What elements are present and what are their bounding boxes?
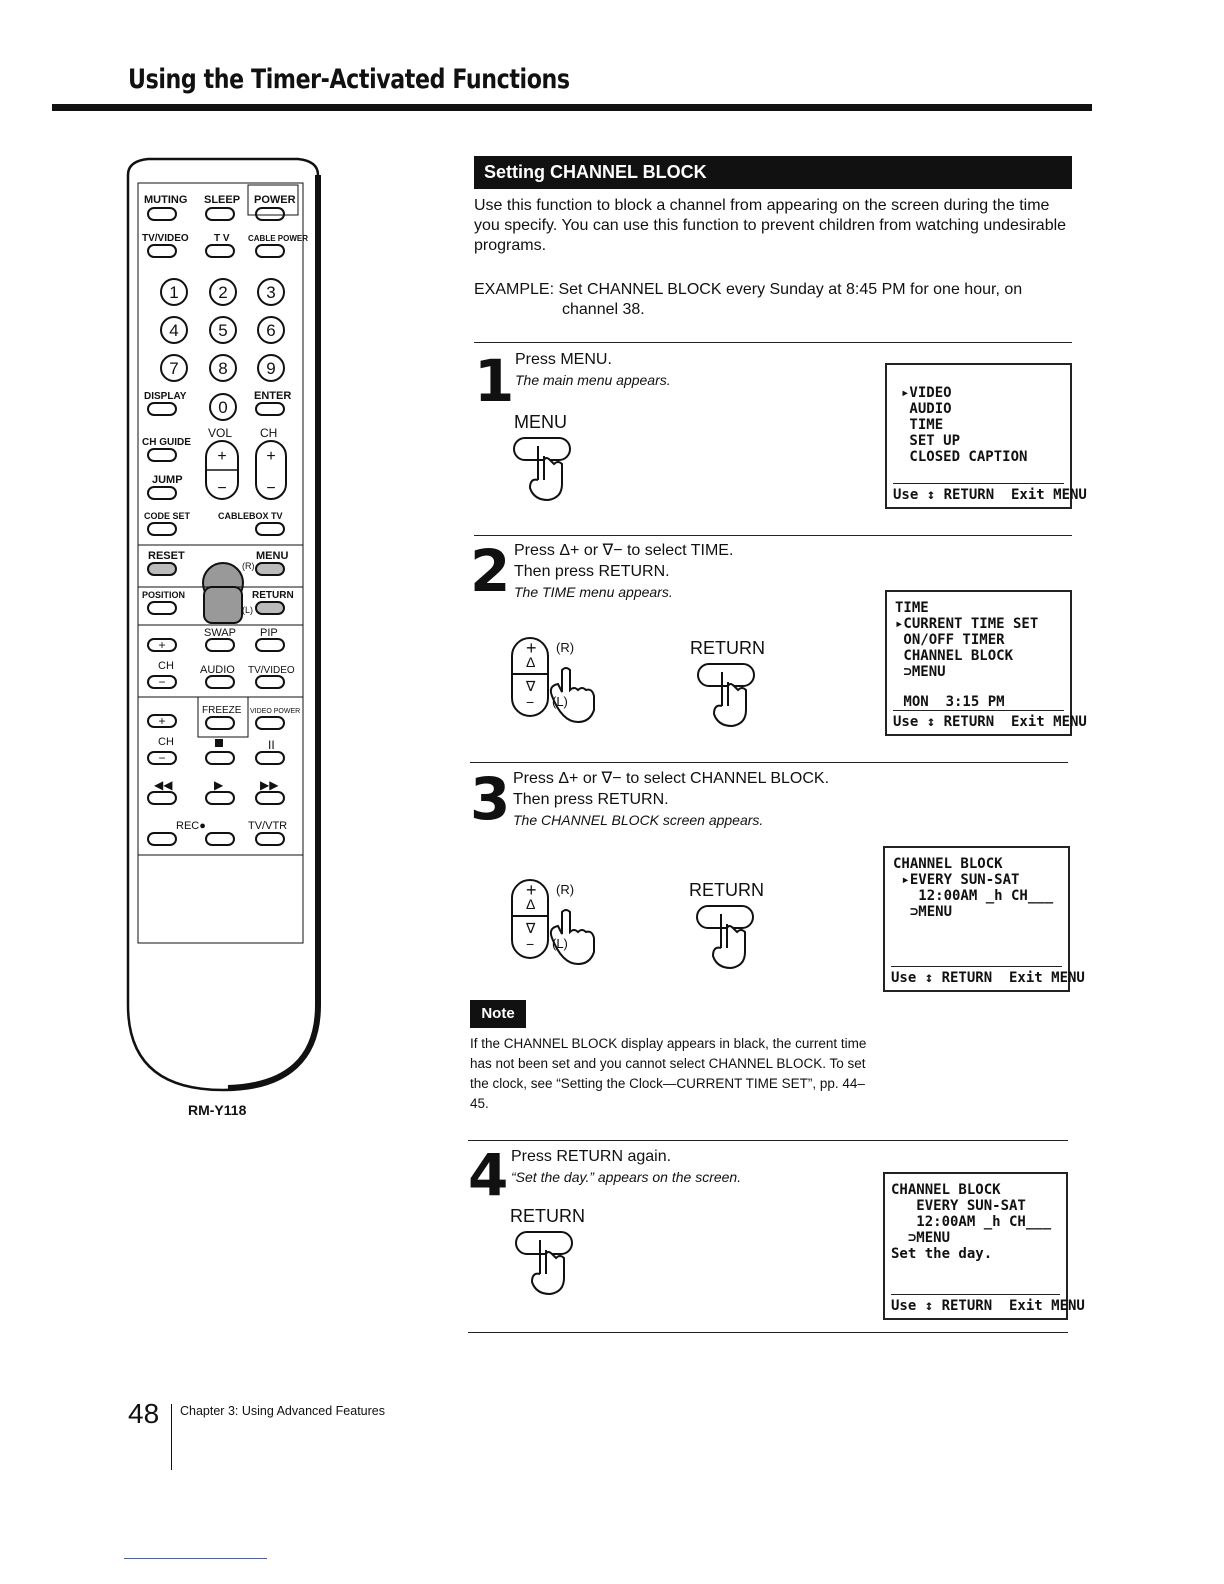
osd2-row-2: ▸CURRENT TIME SET [895, 616, 1039, 632]
digit-4: 4 [169, 321, 179, 340]
osd2-row-4: CHANNEL BLOCK [895, 648, 1014, 664]
press-button-hand-icon [692, 660, 762, 730]
pip-label: PIP [260, 627, 278, 639]
rocker-r-label: (R) [556, 640, 575, 655]
osd4-footer: Use ↕ RETURN Exit MENU [891, 1294, 1060, 1314]
rocker-plus: + [526, 880, 537, 900]
step-rule-3 [470, 762, 1068, 763]
osd4-row-4: 12:00AM _h CH___ [891, 1214, 1052, 1230]
bottom-link-line [124, 1558, 267, 1559]
codeset-label: CODE SET [144, 511, 191, 521]
digit-8: 8 [218, 359, 228, 378]
position-label: POSITION [142, 590, 186, 600]
press-button-hand-icon [510, 1228, 580, 1298]
osd-time-menu [885, 590, 1087, 736]
osd4-row-3: EVERY SUN-SAT [891, 1198, 1026, 1214]
step-3-button-label: RETURN [689, 880, 764, 900]
step-4-text [511, 1146, 741, 1187]
osd3-row-4: 12:00AM _h CH___ [893, 888, 1054, 904]
l-label: (L) [242, 605, 253, 615]
power-label: POWER [254, 194, 296, 206]
svg-text:+: + [158, 714, 166, 728]
step-3-text [513, 768, 829, 830]
svg-text:▶: ▶ [214, 778, 224, 792]
step-4-button-label: RETURN [510, 1206, 585, 1226]
step-2-line1: Press Δ+ or ∇− to select TIME. [514, 542, 734, 559]
step-3-sub: The CHANNEL BLOCK screen appears. [513, 812, 764, 828]
svg-text:−: − [158, 675, 166, 689]
digit-1: 1 [169, 283, 179, 302]
note-badge: Note [470, 1000, 526, 1028]
step-1-button-label: MENU [514, 412, 567, 432]
videopower-label: VIDEO POWER [250, 708, 301, 715]
page-separator [171, 1404, 172, 1470]
step-2-text [514, 540, 733, 602]
tvvideo-label: TV/VIDEO [142, 233, 189, 244]
osd1-row-1: ▸VIDEO [901, 385, 952, 401]
step-1-text [515, 349, 671, 390]
svg-text:II: II [268, 738, 275, 752]
osd3-row-3: ▸EVERY SUN-SAT [893, 872, 1020, 888]
osd3-footer: Use ↕ RETURN Exit MENU [891, 966, 1062, 986]
step-4-line1: Press RETURN again. [511, 1148, 672, 1165]
step-rule-4 [468, 1140, 1068, 1141]
osd4-row-1: CHANNEL BLOCK [891, 1182, 1001, 1198]
section-intro: Use this function to block a channel from appearing on the screen during the time you specify. You can use this function to prevent children from watching undesirable programs. [474, 197, 1067, 254]
return-label: RETURN [252, 590, 294, 601]
example-text [474, 280, 1072, 320]
cablepower-label: CABLE POWER [248, 234, 308, 243]
remote-control-illustration [118, 155, 328, 1095]
svg-text:+: + [266, 448, 276, 465]
swap-label: SWAP [204, 627, 236, 639]
page-title: Using the Timer-Activated Functions [128, 64, 570, 95]
step-2-number: 2 [470, 537, 511, 605]
example-line-1: EXAMPLE: Set CHANNEL BLOCK every Sunday at 8:45 PM for one hour, on [474, 281, 1023, 298]
step-rule-1 [474, 342, 1072, 343]
digit-6: 6 [266, 321, 276, 340]
audio-label: AUDIO [200, 664, 235, 676]
ch3-label: CH [158, 736, 174, 748]
press-button-hand-icon [508, 434, 578, 504]
r-label: (R) [242, 561, 255, 571]
rocker-down: ∇ [526, 920, 536, 936]
sleep-label: SLEEP [204, 194, 241, 206]
rocker-l-label: (L) [552, 694, 568, 709]
rec-label: REC● [176, 820, 206, 832]
tv-label: T V [214, 233, 230, 244]
step-4-sub: “Set the day.” appears on the screen. [511, 1169, 742, 1185]
osd1-row-2: AUDIO [901, 401, 952, 417]
tvvtr-label: TV/VTR [248, 820, 288, 832]
svg-text:+: + [217, 448, 227, 465]
rocker-up: Δ [526, 654, 536, 670]
svg-text:−: − [158, 751, 166, 765]
step-3-line1: Press Δ+ or ∇− to select CHANNEL BLOCK. [513, 770, 830, 787]
osd1-row-5: CLOSED CAPTION [901, 449, 1028, 465]
reset-label: RESET [148, 550, 185, 562]
rocker-minus: − [526, 694, 535, 710]
svg-text:◀◀: ◀◀ [154, 778, 173, 792]
step-3-line2: Then press RETURN. [513, 791, 669, 808]
enter-label: ENTER [254, 390, 292, 402]
svg-text:−: − [266, 480, 276, 497]
step-3-rocker-illustration [508, 876, 628, 966]
digit-2: 2 [218, 283, 228, 302]
step-4-number: 4 [468, 1141, 509, 1209]
jump-label: JUMP [152, 474, 183, 486]
press-button-hand-icon [691, 902, 761, 972]
note-text: If the CHANNEL BLOCK display appears in black, the current time has not been set and you cannot select CHANNEL BLOCK. To set the clock, see “Setting the Clock—CURRENT TIME SET”, pp. 44–45. [470, 1036, 867, 1111]
osd4-row-7: Set the day. [891, 1246, 993, 1262]
step-2-button-label: RETURN [690, 638, 765, 658]
digit-3: 3 [266, 283, 276, 302]
cablebox-label: CABLEBOX TV [218, 511, 283, 521]
osd2-row-1: TIME [895, 600, 929, 616]
rocker-up: Δ [526, 896, 536, 912]
osd2-row-5: ⊃MENU [895, 664, 946, 680]
osd2-row-3: ON/OFF TIMER [895, 632, 1005, 648]
ch-label: CH [260, 426, 278, 440]
step-2-rocker-illustration [508, 634, 628, 724]
display-label: DISPLAY [144, 391, 187, 402]
osd-main-menu [885, 363, 1087, 509]
digit-7: 7 [169, 359, 179, 378]
example-line-2: channel 38. [562, 301, 645, 318]
step-3-number: 3 [470, 765, 511, 833]
step-1-line1: Press MENU. [515, 351, 612, 368]
rocker-l-label: (L) [552, 936, 568, 951]
step-2-line2: Then press RETURN. [514, 563, 670, 580]
step-1-number: 1 [474, 347, 515, 415]
menu-label: MENU [256, 550, 289, 562]
osd1-row-3: TIME [901, 417, 944, 433]
step-rule-2 [474, 535, 1072, 536]
page-number: 48 [128, 1398, 160, 1429]
osd4-row-5: ⊃MENU [891, 1230, 951, 1246]
freeze-label: FREEZE [202, 705, 242, 716]
digit-9: 9 [266, 359, 276, 378]
svg-text:▶▶: ▶▶ [260, 778, 279, 792]
tvvideo2-label: TV/VIDEO [248, 665, 295, 676]
digit-5: 5 [218, 321, 228, 340]
osd1-row-4: SET UP [901, 433, 961, 449]
osd3-row-5: ⊃MENU [893, 904, 953, 920]
osd1-footer: Use ↕ RETURN Exit MENU [893, 483, 1064, 503]
chguide-label: CH GUIDE [142, 437, 191, 448]
svg-text:+: + [158, 638, 166, 652]
ch2-label: CH [158, 660, 174, 672]
rocker-minus: − [526, 936, 535, 952]
rocker-plus: + [526, 638, 537, 658]
rocker-down: ∇ [526, 678, 536, 694]
rocker-r-label: (R) [556, 882, 575, 897]
title-rule [52, 104, 1092, 111]
osd-channel-block [883, 846, 1085, 992]
step-2-sub: The TIME menu appears. [514, 584, 673, 600]
vol-label: VOL [208, 426, 233, 440]
osd2-footer: Use ↕ RETURN Exit MENU [893, 710, 1064, 730]
muting-label: MUTING [144, 194, 188, 206]
osd3-row-1: CHANNEL BLOCK [893, 856, 1003, 872]
step-1-sub: The main menu appears. [515, 372, 671, 388]
digit-0: 0 [218, 398, 228, 417]
chapter-label: Chapter 3: Using Advanced Features [180, 1404, 385, 1418]
step-rule-end [468, 1332, 1068, 1333]
section-heading: Setting CHANNEL BLOCK [474, 156, 1072, 189]
remote-model-label: RM-Y118 [188, 1102, 247, 1118]
osd-set-the-day [883, 1172, 1085, 1320]
osd2-status: MON 3:15 PM [895, 694, 1005, 710]
svg-text:−: − [217, 480, 227, 497]
